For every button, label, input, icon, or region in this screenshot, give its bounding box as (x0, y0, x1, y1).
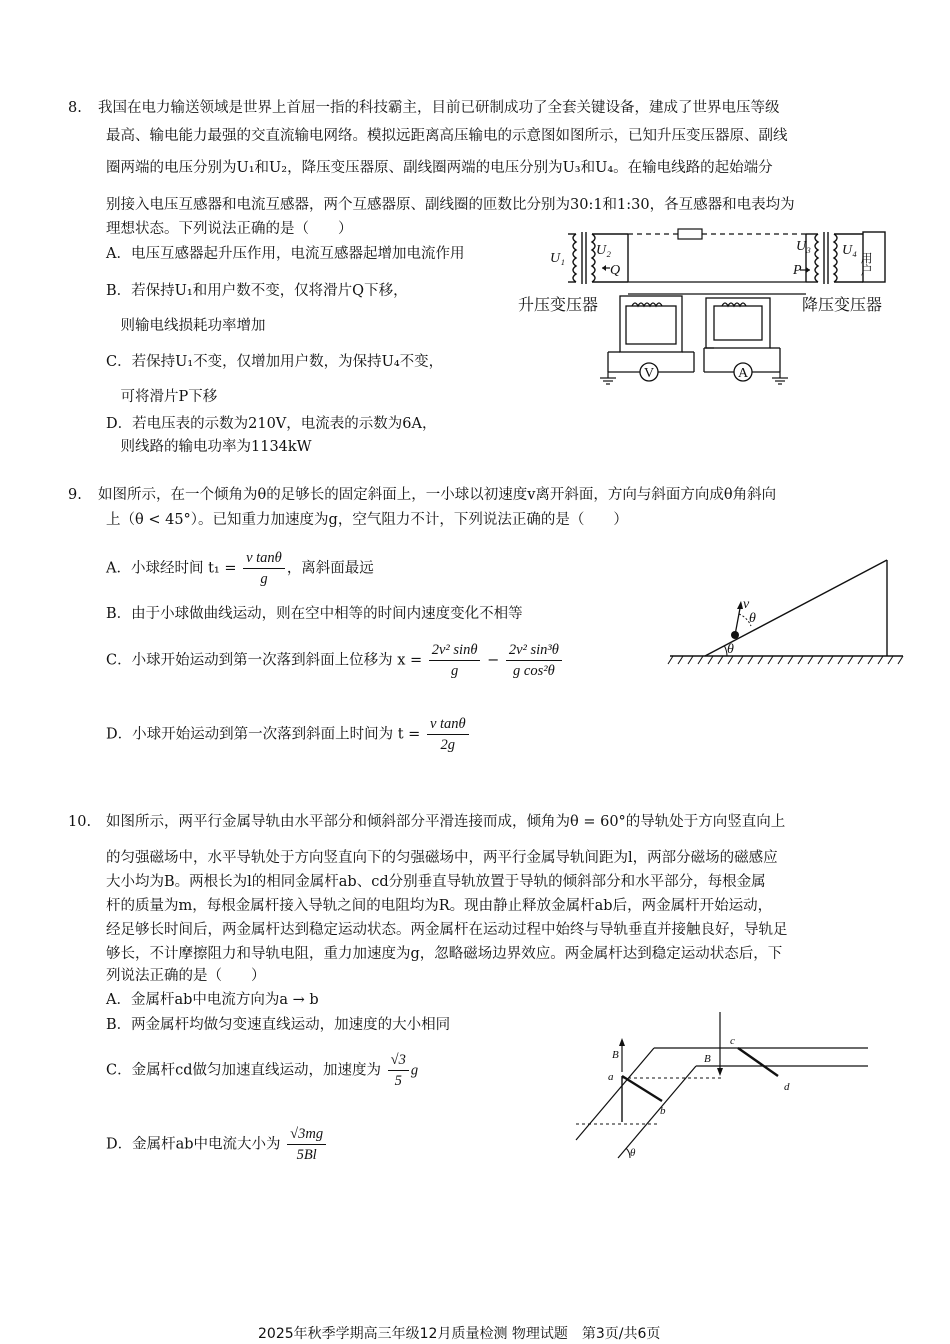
voltmeter-label: V (644, 366, 655, 381)
a-label: a (608, 1071, 614, 1083)
q8-option-d: D．若电压表的示数为210V，电流表的示数为6A， (106, 416, 437, 432)
q9-option-a-den: g (260, 571, 268, 587)
q10-stem-line-6: 够长，不计摩擦阻力和导轨电阻，重力加速度为g，忽略磁场边界效应。两金属杆达到稳定运动状态后，下 (106, 946, 783, 962)
q10-option-c-prefix: C．金属杆cd做匀加速直线运动，加速度为 (106, 1062, 381, 1079)
user-label: 用户 (859, 252, 873, 276)
q10-option-c-suffix: g (410, 1062, 419, 1079)
ground-symbol-right (772, 372, 788, 384)
q9-option-d-fraction (427, 714, 469, 755)
q10-option-a: A．金属杆ab中电流方向为a → b (106, 992, 319, 1008)
rod-cd (738, 1048, 778, 1076)
d-label: d (784, 1081, 790, 1093)
p-label: P (793, 263, 802, 278)
theta-label-top: θ (749, 611, 756, 626)
q10-option-d-fraction (287, 1124, 326, 1165)
q10-stem-line-3: 大小均为B。两根长为l的相同金属杆ab、cd分别垂直导轨放置于导轨的倾斜部分和水平部分，每根金属 (106, 874, 766, 890)
q9-option-d-num: v tanθ (427, 714, 469, 735)
q9-option-c-fraction-2 (506, 640, 562, 681)
u2-label: U₂ (596, 243, 611, 258)
q9-option-d-den: 2g (440, 737, 456, 753)
q10-option-d-num: √3mg (287, 1124, 326, 1145)
q10-rails-diagram (568, 1010, 888, 1160)
q9-option-d (106, 714, 471, 755)
v-label: v (743, 597, 750, 612)
q8-option-b: B．若保持U₁和用户数不变，仅将滑片Q下移， (106, 283, 408, 299)
c-label: c (730, 1035, 735, 1047)
q10-option-c-num: √3 (388, 1050, 409, 1071)
q9-option-d-prefix: D．小球开始运动到第一次落到斜面上时间为 t = (106, 726, 421, 743)
q9-option-a-suffix: ，离斜面最远 (286, 560, 374, 577)
step-down-label: 降压变压器 (802, 295, 883, 314)
q10-option-d-prefix: D．金属杆ab中电流大小为 (106, 1136, 281, 1153)
q10-stem-line-1: 如图所示，两平行金属导轨由水平部分和倾斜部分平滑连接而成，倾角为θ = 60°的导轨处于方向竖直向上 (106, 814, 786, 830)
q10-stem-line-4: 杆的质量为m，每根金属杆接入导轨之间的电阻均为R。现由静止释放金属杆ab后，两金属杆开始运动， (106, 898, 773, 914)
q10-option-c-den: 5 (394, 1073, 402, 1089)
q9-option-a-num: v tanθ (243, 548, 285, 569)
q9-option-c-den1: g (450, 663, 459, 679)
page-footer: 2025年秋季学期高三年级12月质量检测 物理试题 第3页/共6页 (258, 1326, 661, 1342)
q8-transmission-diagram (518, 222, 898, 392)
q9-number: 9. (68, 487, 82, 503)
theta-label: θ (630, 1147, 636, 1159)
q10-option-d-den: 5Bl (296, 1147, 317, 1163)
q10-stem-line-7: 列说法正确的是（ ） (106, 968, 266, 984)
q8-option-c: C．若保持U₁不变，仅增加用户数，为保持U₄不变， (106, 354, 444, 370)
q8-number: 8. (68, 100, 82, 116)
q9-stem-line-1: 如图所示，在一个倾角为θ的足够长的固定斜面上，一小球以初速度v离开斜面，方向与斜面方向成θ角斜向 (98, 487, 777, 503)
q9-option-c-fraction-1 (429, 640, 481, 681)
u4-label: U₄ (842, 243, 857, 258)
q8-stem-line-4: 别接入电压互感器和电流互感器，两个互感器原、副线圈的匝数比分别为30:1和1:30，各互感器和电表均为 (106, 197, 795, 213)
u3-label: U₃ (796, 239, 811, 254)
ground-symbol-left (600, 372, 616, 384)
q10-number: 10. (68, 814, 92, 830)
q9-option-a-fraction (243, 548, 285, 589)
b-label-right: B (704, 1053, 711, 1065)
theta-label-bottom: θ (727, 642, 734, 657)
rod-ab (622, 1076, 662, 1101)
q8-option-a: A．电压互感器起升压作用，电流互感器起增加电流作用 (106, 246, 465, 262)
step-up-label: 升压变压器 (518, 295, 599, 314)
q8-option-c-cont: 可将滑片P下移 (106, 389, 218, 405)
u1-label: U₁ (550, 251, 565, 266)
q9-option-c-num2: 2v² sin³θ (506, 640, 562, 661)
q9-option-a-prefix: A．小球经时间 t₁ = (106, 560, 237, 577)
current-transformer (704, 298, 780, 372)
q9-option-a (106, 548, 374, 589)
b-point-label: b (660, 1105, 666, 1117)
q9-stem-line-2: 上（θ < 45°）。已知重力加速度为g，空气阻力不计，下列说法正确的是（ ） (106, 512, 628, 528)
voltage-transformer (608, 296, 694, 372)
q9-option-c-prefix: C．小球开始运动到第一次落到斜面上位移为 x = (106, 652, 423, 669)
q9-option-c-den2: g cos²θ (513, 663, 555, 679)
q9-option-c-minus: − (487, 652, 500, 669)
q10-option-b: B．两金属杆均做匀变速直线运动，加速度的大小相同 (106, 1017, 451, 1033)
q8-stem-line-3: 圈两端的电压分别为U₁和U₂，降压变压器原、副线圈两端的电压分别为U₃和U₄。在输电线路的起始端分 (106, 160, 773, 176)
q10-option-d (106, 1124, 328, 1165)
q8-stem-line-1: 我国在电力输送领域是世界上首屈一指的科技霸主，目前已研制成功了全套关键设备，建成了世界电压等级 (98, 100, 780, 116)
q-label: Q (610, 263, 621, 278)
q9-option-b: B．由于小球做曲线运动，则在空中相等的时间内速度变化不相等 (106, 606, 523, 622)
ammeter-label: A (738, 366, 749, 381)
q8-option-b-cont: 则输电线损耗功率增加 (106, 318, 266, 334)
q9-option-c (106, 640, 564, 681)
q10-option-c (106, 1050, 418, 1091)
q9-option-c-num1: 2v² sinθ (429, 640, 481, 661)
q8-stem-line-2: 最高、输电能力最强的交直流输电网络。模拟远距离高压输电的示意图如图所示，已知升压变压器原、副线 (106, 128, 788, 144)
q8-option-d-cont: 则线路的输电功率为1134kW (106, 439, 312, 455)
q10-stem-line-2: 的匀强磁场中，水平导轨处于方向竖直向下的匀强磁场中，两平行金属导轨间距为l，两部分磁场的磁感应 (106, 850, 778, 866)
step-down-transformer (806, 232, 885, 284)
q10-option-c-fraction (388, 1050, 409, 1091)
q9-incline-diagram (665, 556, 910, 671)
q10-stem-line-5: 经足够长时间后，两金属杆达到稳定运动状态。两金属杆在运动过程中始终与导轨垂直并接触良好，导轨足 (106, 922, 788, 938)
b-label-left: B (612, 1049, 619, 1061)
q8-stem-line-5: 理想状态。下列说法正确的是（ ） (106, 221, 353, 237)
